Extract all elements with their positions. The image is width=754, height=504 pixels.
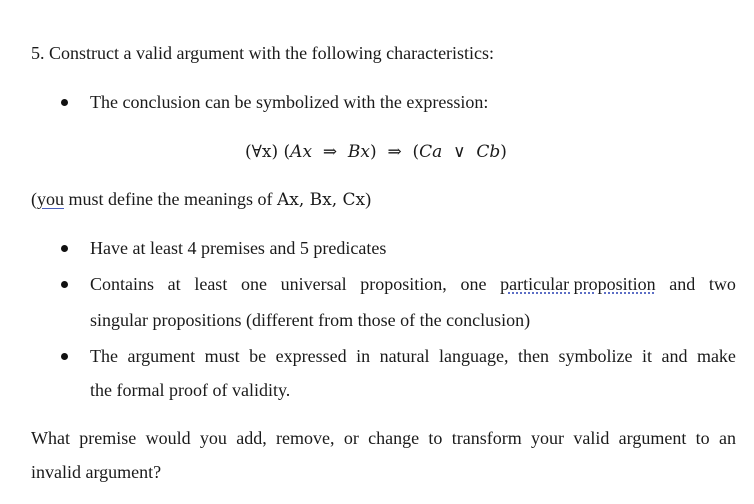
req2-word: proposition,	[360, 274, 447, 294]
followup-question-line2: invalid argument?	[31, 462, 162, 482]
requirement-premises: Have at least 4 premises and 5 predicates	[90, 238, 387, 258]
particular-proposition-grammar-mark: particular proposition	[500, 274, 656, 294]
note-close-paren: )	[365, 189, 372, 209]
expr-cb: Cb	[476, 142, 501, 162]
question-number: 5.	[31, 43, 45, 63]
req3-word: it	[641, 346, 652, 366]
req2-word: two	[708, 274, 736, 294]
expr-implies-inner: ⇒	[322, 142, 338, 162]
conclusion-expression	[245, 141, 507, 163]
note-open-paren: (	[31, 189, 37, 209]
followup-word: your	[531, 428, 565, 448]
bullet-marker	[61, 281, 68, 288]
conclusion-bullet-text: The conclusion can be symbolized with the expression:	[90, 92, 489, 112]
requirement-propositions-line1	[90, 273, 736, 295]
req2-word: universal	[280, 274, 347, 294]
req3-word: language,	[439, 346, 509, 366]
expr-or: ∨	[453, 142, 466, 162]
followup-word: would	[145, 428, 191, 448]
req3-word: expressed	[275, 346, 347, 366]
req3-word: natural	[379, 346, 430, 366]
requirement-propositions-line2: singular propositions (different from those of the conclusion)	[90, 310, 531, 330]
note-variables: Ax, Bx, Cx	[276, 190, 366, 210]
expr-quantifier: (∀x)	[245, 142, 279, 162]
bullet-marker	[61, 99, 68, 106]
definition-note	[31, 188, 371, 211]
req3-word: make	[696, 346, 736, 366]
req3-word: The	[90, 346, 118, 366]
expr-open-paren-2: (	[412, 142, 420, 162]
followup-word: valid	[573, 428, 610, 448]
followup-word: argument	[618, 428, 687, 448]
followup-word: you	[199, 428, 227, 448]
req3-word: in	[356, 346, 371, 366]
followup-word: transform	[451, 428, 522, 448]
req3-word: then	[517, 346, 549, 366]
followup-word: premise	[79, 428, 137, 448]
req2-word: at	[167, 274, 181, 294]
bullet-marker	[61, 353, 68, 360]
followup-word: to	[428, 428, 443, 448]
note-text: must define the meanings of	[64, 189, 277, 209]
req2-word: one	[460, 274, 487, 294]
followup-word: remove,	[276, 428, 335, 448]
expr-ca: Ca	[419, 142, 443, 162]
req3-word: be	[249, 346, 267, 366]
expr-close-paren-2: )	[500, 142, 507, 162]
expr-close-paren: )	[370, 142, 377, 162]
expr-open-paren: (	[283, 142, 291, 162]
expr-bx: Bx	[347, 142, 371, 162]
expr-ax: Ax	[290, 142, 313, 162]
req3-word: and	[661, 346, 688, 366]
expr-implies-outer: ⇒	[387, 142, 402, 162]
followup-word: an	[718, 428, 736, 448]
followup-word: add,	[236, 428, 267, 448]
bullet-marker	[61, 245, 68, 252]
followup-word: to	[695, 428, 710, 448]
followup-question-line1	[31, 427, 736, 449]
req2-word: least	[194, 274, 228, 294]
req3-word: symbolize	[558, 346, 633, 366]
followup-word: change	[368, 428, 420, 448]
requirement-natural-language-line1	[90, 345, 736, 367]
requirement-natural-language-line2: the formal proof of validity.	[90, 380, 291, 400]
followup-word: or	[343, 428, 359, 448]
req3-word: argument	[127, 346, 196, 366]
note-you-spellcheck: you	[37, 189, 64, 209]
req2-word: Contains	[90, 274, 155, 294]
question-heading	[31, 42, 494, 64]
followup-word: What	[31, 428, 70, 448]
question-title: Construct a valid argument with the following characteristics:	[49, 43, 495, 63]
req2-word: one	[240, 274, 267, 294]
req3-word: must	[204, 346, 240, 366]
req2-word: and	[669, 274, 696, 294]
